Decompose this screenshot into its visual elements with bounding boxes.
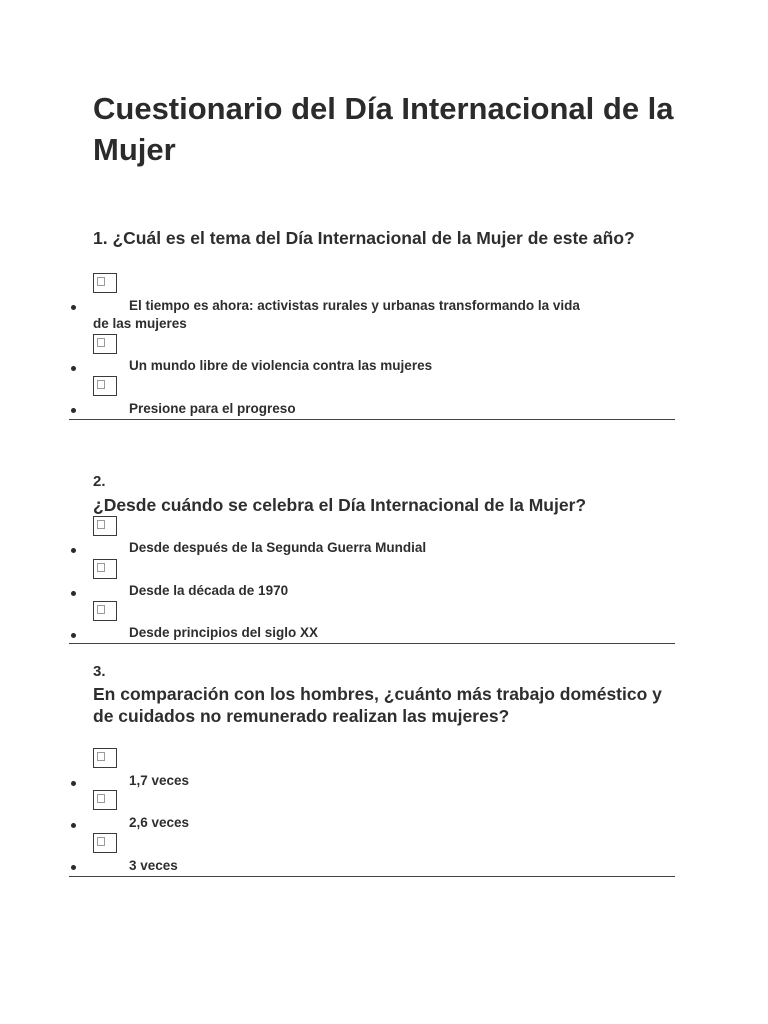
question-2-option-1-checkbox[interactable] bbox=[93, 516, 117, 536]
bullet-icon bbox=[71, 633, 76, 638]
checkbox-icon bbox=[97, 794, 105, 803]
question-2-option-3-checkbox[interactable] bbox=[93, 601, 117, 621]
question-3-option-2-checkbox[interactable] bbox=[93, 790, 117, 810]
bullet-icon bbox=[71, 366, 76, 371]
page-title: Cuestionario del Día Internacional de la Mujer bbox=[93, 91, 674, 167]
question-3-text: En comparación con los hombres, ¿cuánto más trabajo doméstico y de cuidados no remunerado realizan las mujeres? bbox=[93, 684, 662, 726]
question-divider bbox=[69, 643, 675, 644]
checkbox-icon bbox=[97, 520, 105, 529]
bullet-icon bbox=[71, 865, 76, 870]
bullet-icon bbox=[71, 548, 76, 553]
checkbox-icon bbox=[97, 277, 105, 286]
question-3-option-3-checkbox[interactable] bbox=[93, 833, 117, 853]
bullet-icon bbox=[71, 408, 76, 413]
question-1-text: 1. ¿Cuál es el tema del Día Internacional de la Mujer de este año? bbox=[93, 228, 635, 248]
bullet-icon bbox=[71, 591, 76, 596]
checkbox-icon bbox=[97, 837, 105, 846]
question-2-option-1[interactable]: Desde después de la Segunda Guerra Mundial bbox=[129, 540, 427, 555]
question-2-option-2[interactable]: Desde la década de 1970 bbox=[129, 583, 289, 598]
question-3-option-1[interactable]: 1,7 veces bbox=[129, 773, 190, 788]
question-3-number: 3. bbox=[93, 663, 106, 680]
bullet-icon bbox=[71, 823, 76, 828]
question-3-option-3[interactable]: 3 veces bbox=[129, 858, 178, 873]
question-2-text: ¿Desde cuándo se celebra el Día Internacional de la Mujer? bbox=[93, 495, 587, 515]
question-3-option-2[interactable]: 2,6 veces bbox=[129, 815, 190, 830]
question-1-option-3-checkbox[interactable] bbox=[93, 376, 117, 396]
bullet-icon bbox=[71, 781, 76, 786]
checkbox-icon bbox=[97, 563, 105, 572]
question-1-option-1[interactable]: El tiempo es ahora: activistas rurales y urbanas transformando la vida bbox=[129, 298, 580, 313]
checkbox-icon bbox=[97, 752, 105, 761]
question-1-option-3[interactable]: Presione para el progreso bbox=[129, 401, 296, 416]
checkbox-icon bbox=[97, 380, 105, 389]
question-1-option-2-checkbox[interactable] bbox=[93, 334, 117, 354]
question-3-option-1-checkbox[interactable] bbox=[93, 748, 117, 768]
question-2-number: 2. bbox=[93, 473, 106, 490]
bullet-icon bbox=[71, 305, 76, 310]
question-2-option-3[interactable]: Desde principios del siglo XX bbox=[129, 625, 319, 640]
checkbox-icon bbox=[97, 338, 105, 347]
question-2-option-2-checkbox[interactable] bbox=[93, 559, 117, 579]
question-1-option-1-checkbox[interactable] bbox=[93, 273, 117, 293]
question-1-option-1-continuation: de las mujeres bbox=[93, 316, 187, 331]
checkbox-icon bbox=[97, 605, 105, 614]
question-divider bbox=[69, 419, 675, 420]
question-1-option-2[interactable]: Un mundo libre de violencia contra las mujeres bbox=[129, 358, 433, 373]
question-divider bbox=[69, 876, 675, 877]
